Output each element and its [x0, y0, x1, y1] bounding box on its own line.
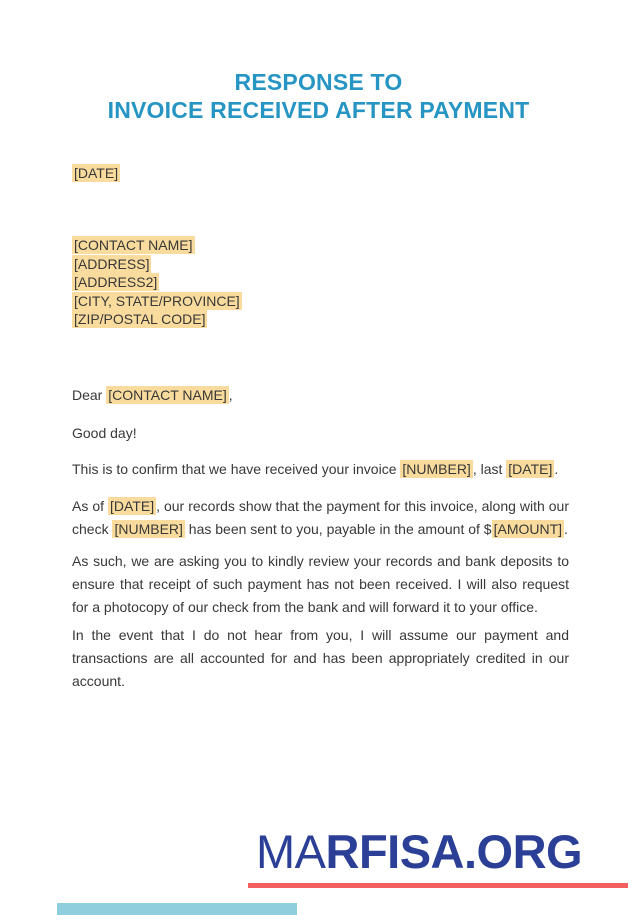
greeting: Good day! [72, 425, 137, 441]
text-segment: has been sent to you, payable in the amount of $ [184, 521, 492, 537]
recipient-address-block [72, 236, 569, 329]
placeholder-field: [DATE] [508, 461, 553, 477]
address-placeholder: [ADDRESS] [74, 255, 150, 272]
footer-accent-bar [57, 903, 297, 915]
recipient-line [72, 236, 569, 255]
text-segment: , last [472, 461, 507, 477]
placeholder-field: [CONTACT NAME] [108, 387, 227, 403]
logo-text-light: MA [256, 825, 326, 878]
text-segment: . [554, 461, 559, 477]
paragraph-confirm [72, 458, 569, 481]
logo-underline-rule [248, 883, 628, 888]
placeholder-field: [NUMBER] [114, 521, 183, 537]
logo-text-bold: RFISA.ORG [325, 825, 583, 878]
address2-placeholder: [ADDRESS2] [74, 274, 158, 291]
text-segment: , [228, 387, 233, 403]
salutation [72, 384, 569, 407]
text-segment: , our records show that the payment for this invoice, along with our check [72, 498, 570, 537]
recipient-line [72, 310, 569, 329]
recipient-line [72, 255, 569, 274]
placeholder-field: [AMOUNT] [493, 521, 563, 537]
date-placeholder: [DATE] [74, 165, 119, 181]
contact-name-placeholder: [CONTACT NAME] [74, 237, 193, 253]
placeholder-field: [NUMBER] [402, 461, 471, 477]
text-segment: . [564, 521, 568, 537]
text-segment: Dear [72, 387, 107, 403]
recipient-line [72, 292, 569, 311]
date-line [72, 162, 569, 185]
paragraph-assuch: As such, we are asking you to kindly review your records and bank deposits to ensure that receipt of such payment has not been received. I will also request for a photocopy of our check from the bank and will forward it to your office. [72, 553, 569, 615]
marfisa-logo [256, 825, 583, 878]
city-state-placeholder: [CITY, STATE/PROVINCE] [74, 292, 240, 309]
document-title-line1: RESPONSE TO [234, 69, 403, 95]
placeholder-field: [DATE] [110, 498, 155, 514]
text-segment: As of [72, 498, 109, 514]
paragraph-asof [72, 495, 569, 541]
zip-placeholder: [ZIP/POSTAL CODE] [74, 311, 206, 328]
text-segment: This is to confirm that we have received your invoice [72, 461, 401, 477]
paragraph-event: In the event that I do not hear from you, I will assume our payment and transactions are all accounted for and has been appropriately credited in our account. [72, 627, 569, 689]
document-title [0, 68, 637, 124]
document-title-line2: INVOICE RECEIVED AFTER PAYMENT [107, 97, 530, 123]
recipient-line [72, 273, 569, 292]
